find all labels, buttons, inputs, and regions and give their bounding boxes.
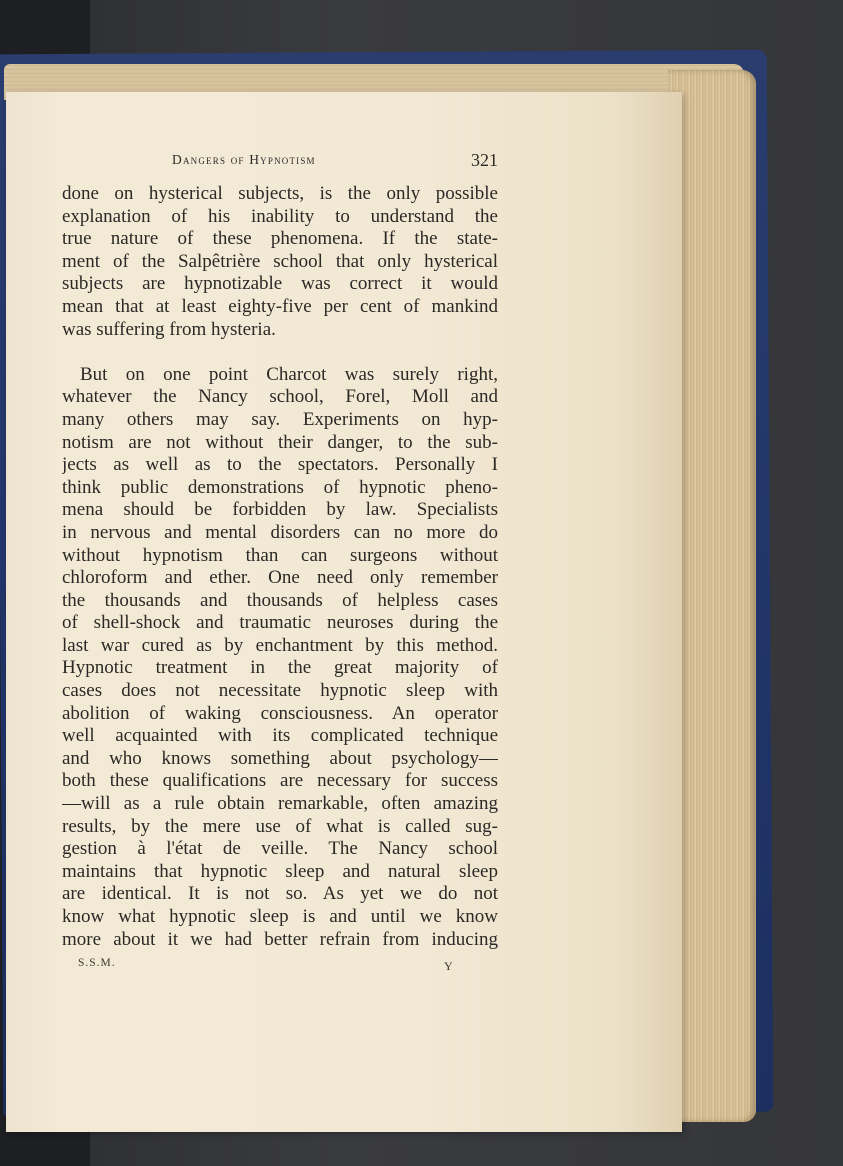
text-line: gestion à l'état de veille. The Nancy school (62, 838, 498, 860)
paragraph-2 (62, 364, 498, 951)
text-line: whatever the Nancy school, Forel, Moll and (62, 386, 498, 408)
text-line: many others may say. Experiments on hyp- (62, 408, 498, 430)
printer-signature: S.S.M. (78, 957, 116, 969)
text-line: think public demonstrations of hypnotic pheno- (62, 476, 498, 498)
text-line: notism are not without their danger, to the sub- (62, 431, 498, 453)
text-line: of shell-shock and traumatic neuroses during the (62, 612, 498, 634)
page-number: 321 (471, 150, 498, 170)
text-line: know what hypnotic sleep is and until we know (62, 906, 498, 927)
text-line: well acquainted with its complicated technique (62, 725, 498, 747)
text-line: without hypnotism than can surgeons without (62, 544, 498, 566)
page-footer (78, 955, 458, 975)
text-line: done on hysterical subjects, is the only possible (62, 183, 498, 204)
text-line: was suffering from hysteria. (62, 318, 276, 340)
text-line: and who knows something about psychology— (62, 747, 498, 769)
running-head (62, 150, 498, 172)
text-line: last war cured as by enchantment by this method. (62, 634, 498, 656)
text-line: more about it we had better refrain from inducing (62, 928, 498, 950)
text-line: maintains that hypnotic sleep and natural sleep (62, 860, 498, 882)
body-text (62, 183, 498, 951)
text-line: are identical. It is not so. As yet we do not (62, 883, 498, 905)
text-line: both these qualifications are necessary for success (62, 770, 498, 792)
text-line: mean that at least eighty-five per cent of mankind (62, 295, 498, 317)
text-line: ment of the Salpêtrière school that only hysterical (62, 250, 498, 272)
text-line: mena should be forbidden by law. Specialists (62, 499, 498, 521)
text-line: results, by the mere use of what is called sug- (62, 815, 498, 837)
text-line: cases does not necessitate hypnotic sleep with (62, 680, 498, 702)
text-line: —will as a rule obtain remarkable, often amazing (62, 793, 498, 815)
paragraph-gap (62, 341, 498, 364)
text-line: But on one point Charcot was surely right, (80, 363, 498, 385)
text-line: the thousands and thousands of helpless cases (62, 589, 498, 611)
running-title: Dangers of Hypnotism (172, 152, 316, 167)
paragraph-1 (62, 183, 498, 341)
text-line: subjects are hypnotizable was correct it would (62, 273, 498, 295)
text-line: Hypnotic treatment in the great majority of (62, 657, 498, 679)
text-line: jects as well as to the spectators. Personally I (62, 454, 498, 476)
sheet-mark: Y (444, 959, 453, 973)
text-line: abolition of waking consciousness. An operator (62, 702, 498, 724)
text-line: explanation of his inability to understand the (62, 205, 498, 227)
text-line: in nervous and mental disorders can no more do (62, 521, 498, 543)
text-line: chloroform and ether. One need only remember (62, 567, 498, 589)
text-line: true nature of these phenomena. If the state- (62, 228, 498, 250)
